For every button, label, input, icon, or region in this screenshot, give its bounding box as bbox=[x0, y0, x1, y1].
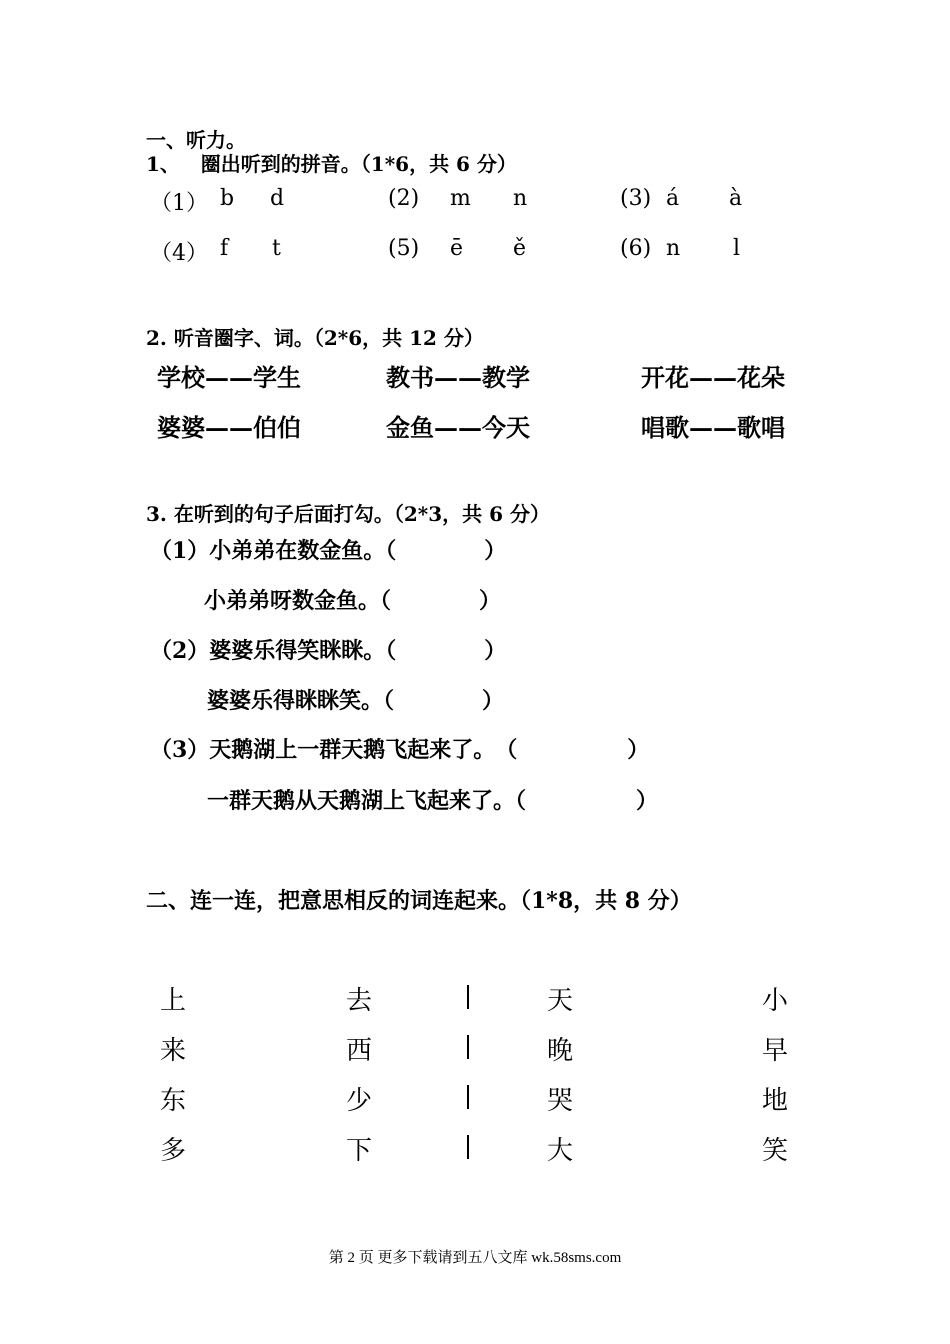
col4-word-4[interactable]: 笑 bbox=[762, 1136, 789, 1166]
divider-bar-1 bbox=[467, 985, 469, 1009]
col1-word-1[interactable]: 上 bbox=[160, 986, 187, 1016]
q3-line-4[interactable]: 婆婆乐得眯眯笑。（ ） bbox=[207, 688, 505, 714]
col2-word-1[interactable]: 去 bbox=[346, 986, 373, 1016]
section1-heading: 一、听力。 bbox=[146, 128, 246, 152]
q1-item-3-a[interactable]: á bbox=[666, 186, 680, 211]
page-footer: 第 2 页 更多下载请到五八文库 wk.58sms.com bbox=[328, 1250, 622, 1266]
q3-line-6[interactable]: 一群天鹅从天鹅湖上飞起来了。（ ） bbox=[207, 788, 659, 814]
q2-title: 2. 听音圈字、词。（2*6，共 12 分） bbox=[146, 326, 484, 350]
q1-item-6-b[interactable]: l bbox=[733, 236, 741, 261]
q3-line-3[interactable]: （2）婆婆乐得笑眯眯。（ ） bbox=[150, 638, 507, 664]
q2-pair-6[interactable]: 唱歌——歌唱 bbox=[641, 413, 785, 442]
section2-heading: 二、连一连，把意思相反的词连起来。（1*8，共 8 分） bbox=[146, 888, 692, 914]
col4-word-1[interactable]: 小 bbox=[762, 986, 789, 1016]
q1-item-2-num: (2) bbox=[388, 186, 420, 211]
q1-item-2-b[interactable]: n bbox=[513, 186, 528, 211]
q1-title: 1、 圈出听到的拼音。（1*6，共 6 分） bbox=[146, 152, 517, 176]
q2-pair-5[interactable]: 金鱼——今天 bbox=[386, 413, 530, 442]
col3-word-4[interactable]: 大 bbox=[547, 1136, 574, 1166]
q3-line-5[interactable]: （3）天鹅湖上一群天鹅飞起来了。 （ ） bbox=[150, 737, 650, 763]
q1-item-4-num: （4） bbox=[150, 241, 208, 266]
col1-word-3[interactable]: 东 bbox=[160, 1086, 187, 1116]
q1-item-5-num: (5) bbox=[388, 236, 420, 261]
q1-item-1-num: （1） bbox=[150, 191, 208, 216]
q2-pair-1[interactable]: 学校——学生 bbox=[157, 363, 301, 392]
col3-word-2[interactable]: 晚 bbox=[547, 1036, 574, 1066]
q1-item-6-a[interactable]: n bbox=[666, 236, 681, 261]
q1-item-1-a[interactable]: b bbox=[220, 186, 235, 211]
col3-word-1[interactable]: 天 bbox=[547, 986, 574, 1016]
q1-item-3-b[interactable]: à bbox=[729, 186, 743, 211]
q1-item-4-a[interactable]: f bbox=[220, 236, 229, 261]
q3-line-1[interactable]: （1）小弟弟在数金鱼。（ ） bbox=[150, 538, 507, 564]
q1-item-6-num: (6) bbox=[620, 236, 652, 261]
col4-word-3[interactable]: 地 bbox=[762, 1086, 789, 1116]
col2-word-3[interactable]: 少 bbox=[346, 1086, 373, 1116]
q1-item-1-b[interactable]: d bbox=[270, 186, 285, 211]
divider-bar-3 bbox=[467, 1085, 469, 1109]
q3-title: 3. 在听到的句子后面打勾。（2*3，共 6 分） bbox=[146, 502, 550, 526]
q2-pair-4[interactable]: 婆婆——伯伯 bbox=[157, 413, 301, 442]
q1-item-4-b[interactable]: t bbox=[272, 236, 281, 261]
divider-bar-2 bbox=[467, 1035, 469, 1059]
q1-item-5-a[interactable]: ē bbox=[450, 236, 464, 261]
q1-item-3-num: (3) bbox=[620, 186, 652, 211]
col2-word-2[interactable]: 西 bbox=[346, 1036, 373, 1066]
q3-line-2[interactable]: 小弟弟呀数金鱼。（ ） bbox=[204, 588, 502, 614]
q2-pair-2[interactable]: 教书——教学 bbox=[386, 363, 530, 392]
q2-pair-3[interactable]: 开花——花朵 bbox=[641, 363, 785, 392]
q1-item-5-b[interactable]: ě bbox=[513, 236, 527, 261]
col1-word-4[interactable]: 多 bbox=[160, 1136, 187, 1166]
col1-word-2[interactable]: 来 bbox=[160, 1036, 187, 1066]
q1-item-2-a[interactable]: m bbox=[450, 186, 471, 211]
col2-word-4[interactable]: 下 bbox=[346, 1136, 373, 1166]
col4-word-2[interactable]: 早 bbox=[762, 1036, 789, 1066]
divider-bar-4 bbox=[467, 1135, 469, 1159]
col3-word-3[interactable]: 哭 bbox=[547, 1086, 574, 1116]
